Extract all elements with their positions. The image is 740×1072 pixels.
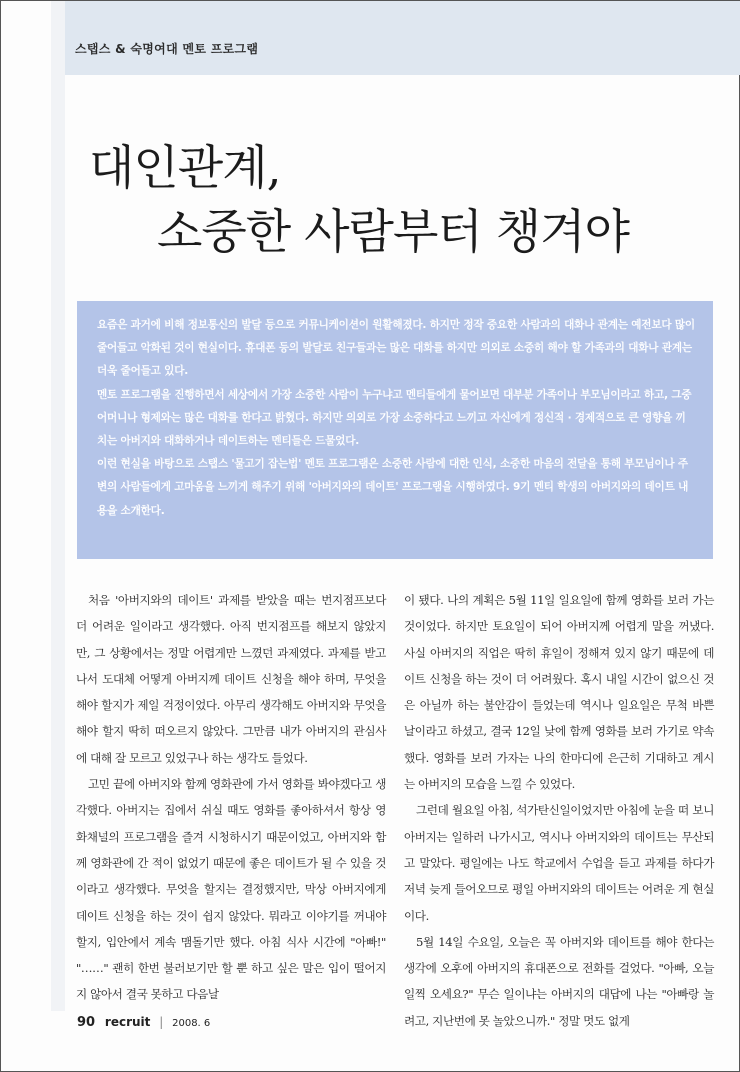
body-paragraph: 고민 끝에 아버지와 함께 영화관에 가서 영화를 봐야겠다고 생각했다. 아버지는 집에서 쉬실 때도 영화를 좋아하셔서 항상 영화채널의 프로그램을 즐겨 시청하시기 때문이었고, 아버지와 함께 영화관에 간 적이 없었기 때문에 좋은 데이트가 될 수 있을 것이라고 생각했다. 무엇을 할지는 결정했지만, 막상 아버지에게 데이트 신청을 하는 것이 쉽지 않았다. 뭐라고 이야기를 꺼내야 할지, 입안에서 계속 맴돌기만 했다. 아침 식사 시간에 "아빠!" "……" 괜히 한번 불러보기만 할 뿐 하고 싶은 말은 입이 떨어지지 않아서 결국 못하고 다음날 bbox=[76, 777, 386, 1002]
headline-line-2: 소중한 사람부터 챙겨야 bbox=[157, 205, 629, 260]
footer-separator: | bbox=[159, 1015, 164, 1029]
body-paragraph: 이 됐다. 나의 계획은 5월 11일 일요일에 함께 영화를 보러 가는 것이었다. 하지만 토요일이 되어 아버지께 어렵게 말을 꺼냈다. 사실 아버지의 직업은 딱히 휴일이 정해져 있지 않기 때문에 데이트 신청을 하는 것이 더 어려웠다. 혹시 내일 시간이 없으신 것은 아닐까 하는 불안감이 들었는데 역시나 일요일은 무척 바쁜 날이라고 하셨고, 결국 12일 낮에 함께 영화를 보러 가기로 약속했다. 영화를 보러 가자는 나의 한마디에 은근히 기대하고 계시는 아버지의 모습을 느낄 수 있었다. bbox=[404, 593, 714, 792]
headline-line-1: 대인관계, bbox=[89, 141, 281, 196]
series-label: 스탭스 & 숙명여대 멘토 프로그램 bbox=[75, 42, 259, 56]
body-column-left bbox=[76, 587, 386, 1008]
issue-date: 2008. 6 bbox=[172, 1018, 211, 1029]
body-paragraph: 처음 '아버지와의 데이트' 과제를 받았을 때는 번지점프보다 더 어려운 일이라고 생각했다. 아직 번지점프를 해보지 않았지만, 그 상황에서는 정말 어렵게만 느꼈던 과제였다. 과제를 받고 나서 도대체 어떻게 아버지께 데이트 신청을 해야 하며, 무엇을 해야 할지가 제일 걱정이었다. 아무리 생각해도 아버지와 무엇을 해야 할지 딱히 떠오르지 않았다. 그만큼 내가 아버지의 관심사에 대해 잘 모르고 있었구나 하는 생각도 들었다. bbox=[76, 593, 386, 765]
intro-paragraph: 이런 현실을 바탕으로 스탭스 '물고기 잡는법' 멘토 프로그램은 소중한 사람에 대한 인식, 소중한 마음의 전달을 통해 부모님이나 주변의 사람들에게 고마움을 느끼게 해주기 위해 '아버지와의 데이트' 프로그램을 시행하였다. 9기 멘티 학생의 아버지와의 데이트 내용을 소개한다. bbox=[97, 458, 689, 517]
header-band bbox=[51, 1, 740, 75]
intro-box bbox=[77, 301, 713, 559]
intro-paragraph: 멘토 프로그램을 진행하면서 세상에서 가장 소중한 사람이 누구냐고 멘티들에게 물어보면 대부분 가족이나 부모님이라고 하고, 그중 어머니나 형제와는 많은 대화를 한다고 밝혔다. 하지만 의외로 가장 소중하다고 느끼고 자신에게 정신적 · 경제적으로 큰 영향을 끼치는 아버지와 대화하거나 데이트하는 멘티들은 드물었다. bbox=[97, 388, 692, 448]
magazine-name: recruit bbox=[104, 1015, 151, 1029]
page-number: 90 bbox=[77, 1015, 96, 1030]
intro-paragraph: 요즘은 과거에 비해 정보통신의 발달 등으로 커뮤니케이션이 원활해졌다. 하지만 정작 중요한 사람과의 대화나 관계는 예전보다 많이 줄어들고 악화된 것이 현실이다. 휴대폰 등의 발달로 친구들과는 많은 대화를 하지만 의외로 소중히 해야 할 가족과의 대화나 관계는 더욱 줄어들고 있다. bbox=[97, 319, 695, 378]
body-paragraph: 5월 14일 수요일, 오늘은 꼭 아버지와 데이트를 해야 한다는 생각에 오후에 아버지의 휴대폰으로 전화를 걸었다. "아빠, 오늘 일찍 오세요?" 무슨 일이냐는 아버지의 대답에 나는 "아빠랑 놀려고, 지난번에 못 놀았으니까." 정말 멋도 없게 bbox=[404, 934, 714, 1028]
page-footer bbox=[77, 1015, 210, 1030]
side-margin-bar bbox=[51, 1, 65, 1011]
body-column-right bbox=[404, 587, 714, 1034]
body-paragraph: 그런데 월요일 아침, 석가탄신일이었지만 아침에 눈을 떠 보니 아버지는 일하러 나가시고, 역시나 아버지와의 데이트는 무산되고 말았다. 평일에는 나도 학교에서 수업을 듣고 과제를 하다가 저녁 늦게 들어오므로 평일 아버지와의 데이트는 어려운 게 현실이다. bbox=[404, 803, 714, 923]
